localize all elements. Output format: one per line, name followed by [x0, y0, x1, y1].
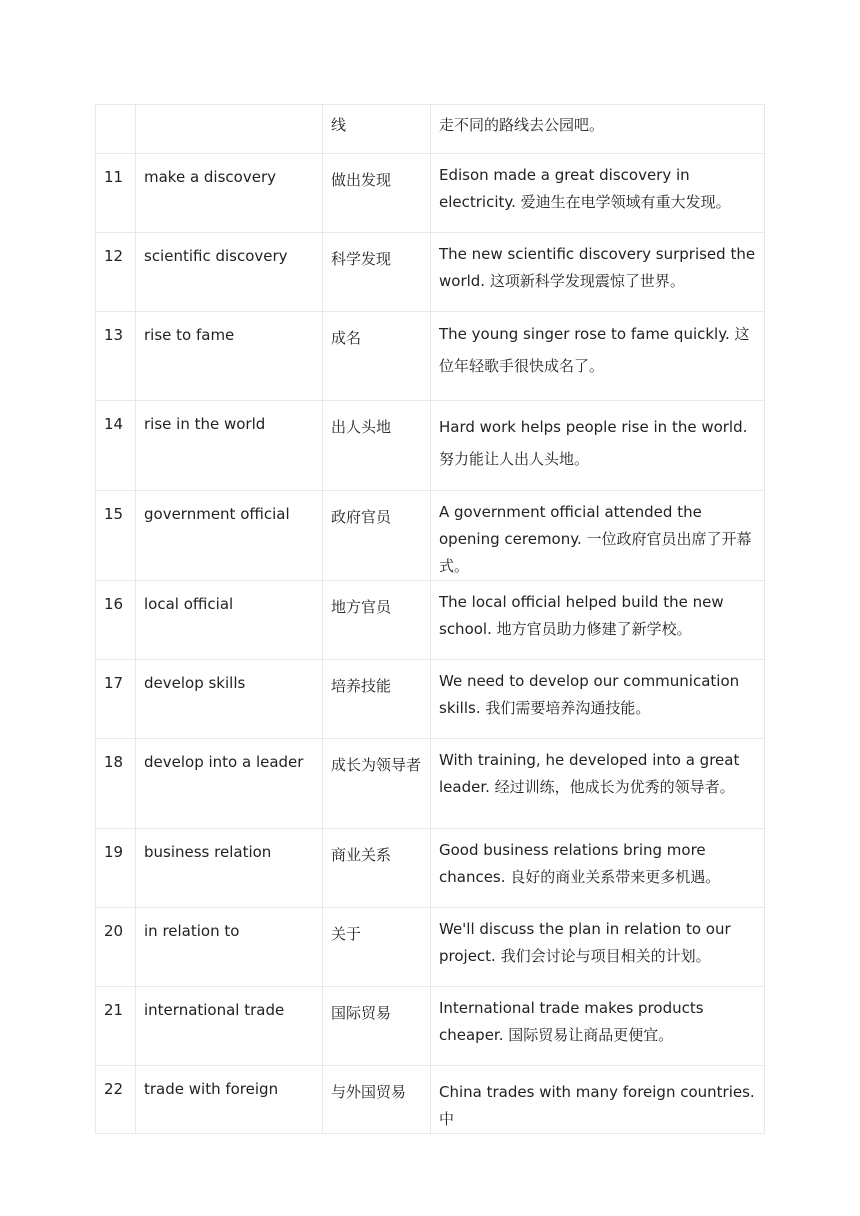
row-phrase: [136, 105, 323, 154]
row-phrase: trade with foreign: [136, 1066, 323, 1134]
row-phrase: business relation: [136, 829, 323, 908]
table-row: [96, 312, 765, 401]
row-example: International trade makes products cheaper. 国际贸易让商品更便宜。: [431, 987, 765, 1066]
row-meaning: 成长为领导者: [323, 739, 431, 829]
row-example: With training, he developed into a great leader. 经过训练，他成长为优秀的领导者。: [431, 739, 765, 829]
table-row: [96, 401, 765, 491]
row-example: Good business relations bring more chances. 良好的商业关系带来更多机遇。: [431, 829, 765, 908]
row-example: A government official attended the opening ceremony. 一位政府官员出席了开幕式。: [431, 491, 765, 581]
row-phrase: in relation to: [136, 908, 323, 987]
row-meaning: 关于: [323, 908, 431, 987]
document-page: [95, 104, 765, 1134]
table-row: [96, 233, 765, 312]
row-example: 走不同的路线去公园吧。: [431, 105, 765, 154]
row-phrase: rise in the world: [136, 401, 323, 491]
row-number: 15: [96, 491, 136, 581]
row-meaning: 商业关系: [323, 829, 431, 908]
table-row: [96, 491, 765, 581]
row-number: 20: [96, 908, 136, 987]
row-phrase: scientific discovery: [136, 233, 323, 312]
table-row: [96, 987, 765, 1066]
row-number: 11: [96, 154, 136, 233]
row-meaning: 成名: [323, 312, 431, 401]
row-example: The new scientific discovery surprised the world. 这项新科学发现震惊了世界。: [431, 233, 765, 312]
table-row: [96, 154, 765, 233]
table-row: [96, 105, 765, 154]
row-phrase: develop into a leader: [136, 739, 323, 829]
row-phrase: rise to fame: [136, 312, 323, 401]
row-phrase: local official: [136, 581, 323, 660]
row-phrase: international trade: [136, 987, 323, 1066]
row-number: 18: [96, 739, 136, 829]
row-number: 22: [96, 1066, 136, 1134]
table-row: [96, 908, 765, 987]
row-meaning: 政府官员: [323, 491, 431, 581]
row-number: 21: [96, 987, 136, 1066]
row-number: 16: [96, 581, 136, 660]
table-row: [96, 581, 765, 660]
row-example: The local official helped build the new school. 地方官员助力修建了新学校。: [431, 581, 765, 660]
table-row: [96, 829, 765, 908]
row-meaning: 线: [323, 105, 431, 154]
table-row: [96, 660, 765, 739]
row-number: 12: [96, 233, 136, 312]
table-row: [96, 1066, 765, 1134]
row-meaning: 出人头地: [323, 401, 431, 491]
row-number: 13: [96, 312, 136, 401]
row-meaning: 地方官员: [323, 581, 431, 660]
row-phrase: develop skills: [136, 660, 323, 739]
row-number: 19: [96, 829, 136, 908]
row-example: We'll discuss the plan in relation to our project. 我们会讨论与项目相关的计划。: [431, 908, 765, 987]
row-number: 17: [96, 660, 136, 739]
row-meaning: 培养技能: [323, 660, 431, 739]
row-phrase: make a discovery: [136, 154, 323, 233]
row-example: China trades with many foreign countries. 中: [431, 1066, 765, 1134]
row-phrase: government official: [136, 491, 323, 581]
row-meaning: 国际贸易: [323, 987, 431, 1066]
vocabulary-table: [95, 104, 765, 1134]
row-example: We need to develop our communication skills. 我们需要培养沟通技能。: [431, 660, 765, 739]
row-meaning: 与外国贸易: [323, 1066, 431, 1134]
row-example: Edison made a great discovery in electricity. 爱迪生在电学领域有重大发现。: [431, 154, 765, 233]
row-number: [96, 105, 136, 154]
row-meaning: 做出发现: [323, 154, 431, 233]
row-meaning: 科学发现: [323, 233, 431, 312]
row-example: Hard work helps people rise in the world. 努力能让人出人头地。: [431, 401, 765, 491]
row-number: 14: [96, 401, 136, 491]
table-row: [96, 739, 765, 829]
row-example: The young singer rose to fame quickly. 这位年轻歌手很快成名了。: [431, 312, 765, 401]
